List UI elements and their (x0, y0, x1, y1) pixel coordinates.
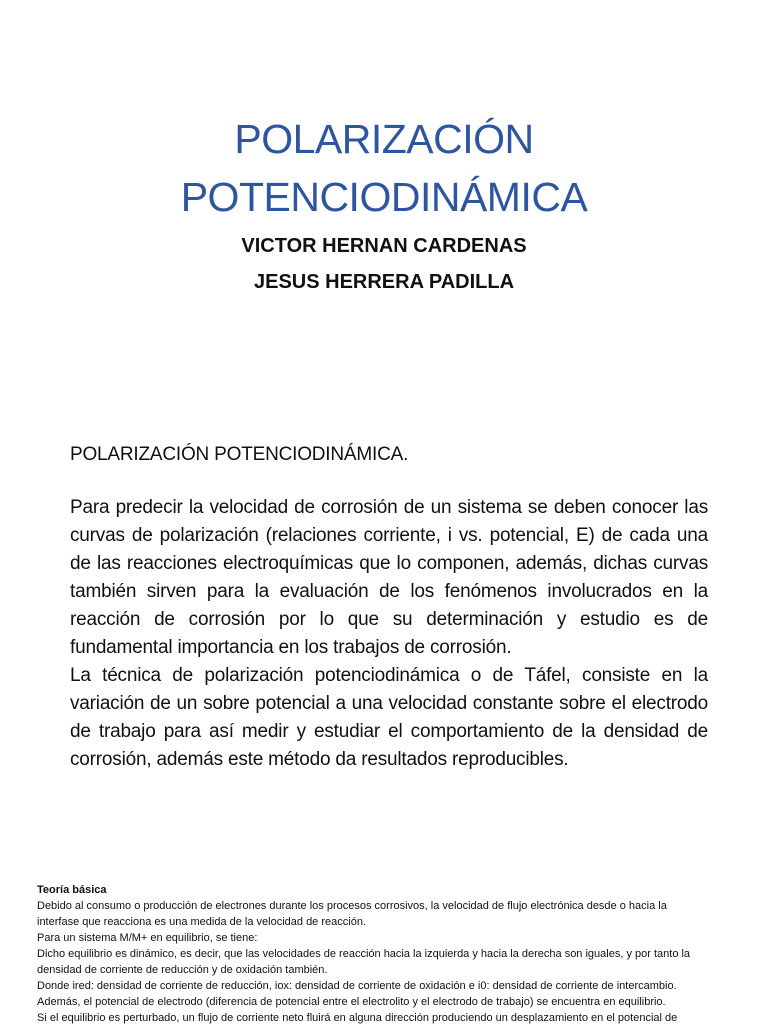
notes-line-2: interfase que reacciona es una medida de la velocidad de reacción. (37, 916, 366, 928)
notes-line-7: Además, el potencial de electrodo (diferencia de potencial entre el electrolito y el electrodo de trabajo) se encuentra en equilibrio. (37, 996, 666, 1008)
author-2: JESUS HERRERA PADILLA (253, 271, 515, 293)
title-line-2: POTENCIODINÁMICA (180, 174, 588, 220)
title-line-1: POLARIZACIÓN (234, 116, 534, 162)
content-slide (0, 384, 768, 1024)
authors-block (0, 228, 768, 300)
notes-line-4: Dicho equilibrio es dinámico, es decir, que las velocidades de reacción hacia la izquierda y hacia la derecha son iguales, y por tanto la (37, 948, 691, 960)
notes-line-3: Para un sistema M/M+ en equilibrio, se tiene: (37, 932, 258, 944)
notes-line-8: Si el equilibrio es perturbado, un flujo de corriente neto fluirá en alguna dirección produciendo un desplazamiento en el potencial de (37, 1012, 678, 1024)
slide-title (0, 110, 768, 226)
notes-line-6: Donde ired: densidad de corriente de reducción, iox: densidad de corriente de oxidación e i0: densidad de corriente de intercambio. (37, 980, 677, 992)
title-slide (0, 0, 768, 384)
notes-block (37, 882, 739, 1024)
notes-line-5: densidad de corriente de reducción y de oxidación también. (37, 964, 328, 976)
section-heading: POLARIZACIÓN POTENCIODINÁMICA. (70, 444, 409, 465)
paragraph-1: Para predecir la velocidad de corrosión de un sistema se deben conocer las curvas de polarización (relaciones corriente, i vs. potencial, E) de cada una de las reacciones electroquímicas que lo componen, además, dichas curvas también sirven para la evaluación de los fenómenos involucrados en la reacción de corrosión por lo que su determinación y estudio es de fundamental importancia en los trabajos de corrosión. (70, 497, 708, 658)
notes-line-1: Debido al consumo o producción de electrones durante los procesos corrosivos, la velocidad de flujo electrónica desde o hacia la (37, 900, 667, 912)
paragraph-2: La técnica de polarización potenciodinámica o de Táfel, consiste en la variación de un sobre potencial a una velocidad constante sobre el electrodo de trabajo para así medir y estudiar el comportamiento de la densidad de corrosión, además este método da resultados reproducibles. (70, 665, 708, 770)
notes-heading: Teoría básica (37, 884, 107, 896)
author-1: VICTOR HERNAN CARDENAS (241, 235, 527, 257)
body-text (70, 494, 708, 774)
